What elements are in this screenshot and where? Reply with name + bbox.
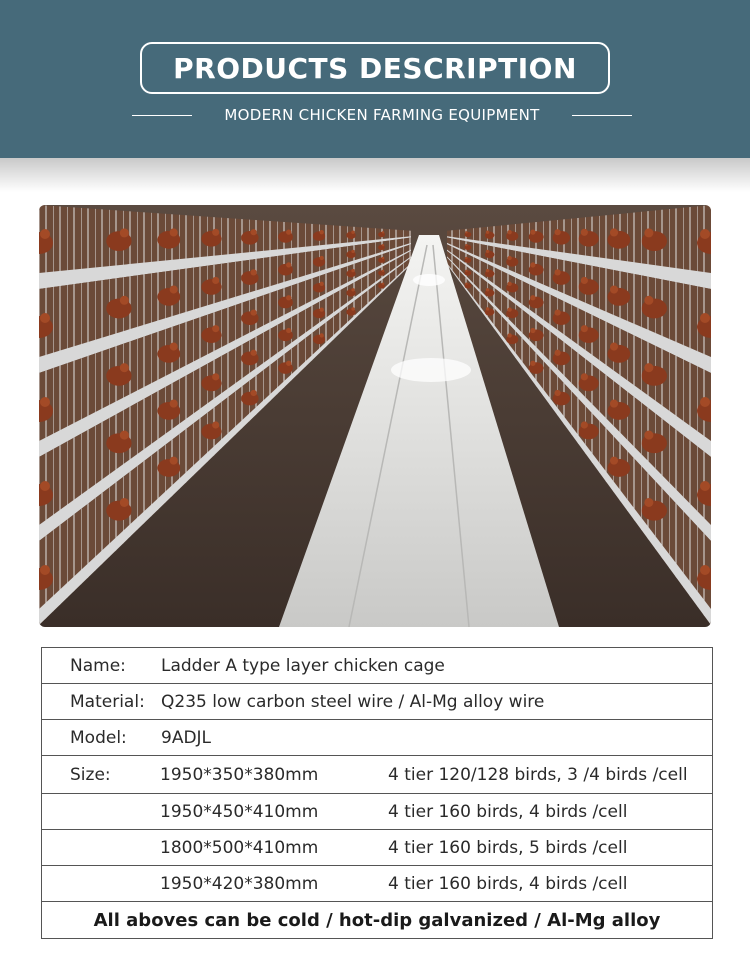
hen-head	[530, 230, 535, 235]
hen-head	[351, 269, 354, 272]
hen-head	[555, 390, 561, 396]
product-photo	[39, 205, 711, 627]
hen-head	[382, 231, 384, 233]
spec-label: Model:	[70, 727, 127, 748]
header-shadow	[0, 158, 750, 192]
light-reflection	[391, 358, 471, 382]
hen-head	[170, 285, 178, 293]
hen-head	[170, 457, 178, 465]
spec-row-material	[42, 684, 712, 720]
spec-row-name	[42, 648, 712, 684]
hen-head	[212, 325, 219, 332]
hen-head	[486, 307, 489, 310]
hen-head	[170, 400, 178, 408]
header-band	[0, 0, 750, 158]
hen-head	[507, 333, 511, 337]
size-dimension: 1800*500*410mm	[160, 837, 319, 858]
hen-head	[581, 229, 588, 236]
hen-head	[382, 282, 384, 284]
hen-head	[700, 397, 710, 407]
hen-head	[700, 481, 710, 491]
light-reflection	[413, 274, 445, 286]
hen-head	[120, 498, 129, 507]
hen-head	[507, 282, 511, 286]
size-dimension: 1950*450*410mm	[160, 801, 319, 822]
hen-head	[465, 231, 467, 233]
hen-head	[250, 269, 256, 275]
hen-head	[610, 228, 618, 236]
chicken-farm-photo	[39, 205, 711, 627]
hen-head	[286, 361, 291, 366]
hen-head	[486, 231, 489, 234]
hen-head	[351, 231, 354, 234]
hen-head	[530, 328, 535, 333]
galvanization-note: All aboves can be cold / hot-dip galvanized / Al-Mg alloy	[93, 909, 661, 931]
size-dimension: 1950*350*380mm	[160, 764, 319, 785]
hen-head	[212, 373, 219, 380]
hen-head	[555, 350, 561, 356]
hen-head	[465, 270, 467, 272]
hen-head	[382, 257, 384, 259]
hen-head	[40, 565, 50, 575]
hen-head	[250, 229, 256, 235]
hen-head	[581, 325, 588, 332]
hen-head	[644, 296, 653, 305]
hen-head	[320, 307, 324, 311]
size-capacity: 4 tier 120/128 birds, 3 /4 birds /cell	[388, 764, 688, 785]
hen-head	[610, 285, 618, 293]
subtitle-row	[0, 104, 750, 126]
spec-label: Size:	[70, 764, 111, 785]
hen-head	[40, 481, 50, 491]
hen-head	[320, 256, 324, 260]
spec-row-size	[42, 756, 712, 794]
hen-head	[320, 333, 324, 337]
size-capacity: 4 tier 160 birds, 4 birds /cell	[388, 873, 628, 894]
hen-head	[555, 269, 561, 275]
spec-row-size	[42, 866, 712, 902]
spec-label: Material:	[70, 691, 145, 712]
hen-head	[610, 457, 618, 465]
hen-head	[40, 397, 50, 407]
hen-head	[465, 244, 467, 246]
hen-head	[120, 431, 129, 440]
hen-head	[320, 282, 324, 286]
hen-head	[465, 282, 467, 284]
hen-head	[382, 244, 384, 246]
spec-label: Name:	[70, 655, 126, 676]
hen-head	[250, 309, 256, 315]
hen-head	[212, 277, 219, 284]
hen-head	[351, 288, 354, 291]
hen-head	[700, 313, 710, 323]
hen-head	[382, 270, 384, 272]
hen-head	[212, 421, 219, 428]
hen-head	[286, 230, 291, 235]
hen-head	[581, 373, 588, 380]
hen-head	[507, 307, 511, 311]
hen-head	[530, 262, 535, 267]
hen-head	[700, 565, 710, 575]
hen-head	[120, 296, 129, 305]
subtitle-divider-left	[132, 115, 192, 116]
spec-row-model	[42, 720, 712, 756]
size-capacity: 4 tier 160 birds, 4 birds /cell	[388, 801, 628, 822]
hen-head	[170, 228, 178, 236]
hen-head	[581, 277, 588, 284]
size-capacity: 4 tier 160 birds, 5 birds /cell	[388, 837, 628, 858]
hen-head	[320, 230, 324, 234]
hen-head	[120, 228, 129, 237]
hen-head	[286, 262, 291, 267]
hen-head	[351, 307, 354, 310]
hen-head	[486, 288, 489, 291]
hen-head	[351, 250, 354, 253]
spec-table	[41, 647, 713, 939]
hen-head	[465, 257, 467, 259]
hen-head	[170, 343, 178, 351]
hen-head	[644, 431, 653, 440]
hen-head	[212, 229, 219, 236]
hen-head	[507, 230, 511, 234]
hen-head	[40, 229, 50, 239]
spec-row-footer	[42, 902, 712, 938]
hen-head	[610, 343, 618, 351]
hen-head	[40, 313, 50, 323]
hen-head	[581, 421, 588, 428]
page-subtitle: MODERN CHICKEN FARMING EQUIPMENT	[224, 106, 540, 124]
spec-row-size	[42, 830, 712, 866]
hen-head	[250, 350, 256, 356]
hen-head	[286, 295, 291, 300]
hen-head	[644, 498, 653, 507]
spec-value: Q235 low carbon steel wire / Al-Mg alloy wire	[161, 691, 545, 712]
spec-row-size	[42, 794, 712, 830]
hen-head	[555, 309, 561, 315]
spec-value: 9ADJL	[161, 727, 212, 748]
spec-value: Ladder A type layer chicken cage	[161, 655, 445, 676]
hen-head	[644, 228, 653, 237]
hen-head	[644, 363, 653, 372]
hen-head	[555, 229, 561, 235]
hen-head	[286, 328, 291, 333]
title-frame	[140, 42, 610, 94]
size-dimension: 1950*420*380mm	[160, 873, 319, 894]
subtitle-divider-right	[572, 115, 632, 116]
hen-head	[486, 250, 489, 253]
hen-head	[610, 400, 618, 408]
hen-head	[250, 390, 256, 396]
hen-head	[486, 269, 489, 272]
page-title: PRODUCTS DESCRIPTION	[173, 51, 577, 85]
hen-head	[530, 295, 535, 300]
hen-head	[530, 361, 535, 366]
hen-head	[507, 256, 511, 260]
hen-head	[120, 363, 129, 372]
hen-head	[700, 229, 710, 239]
